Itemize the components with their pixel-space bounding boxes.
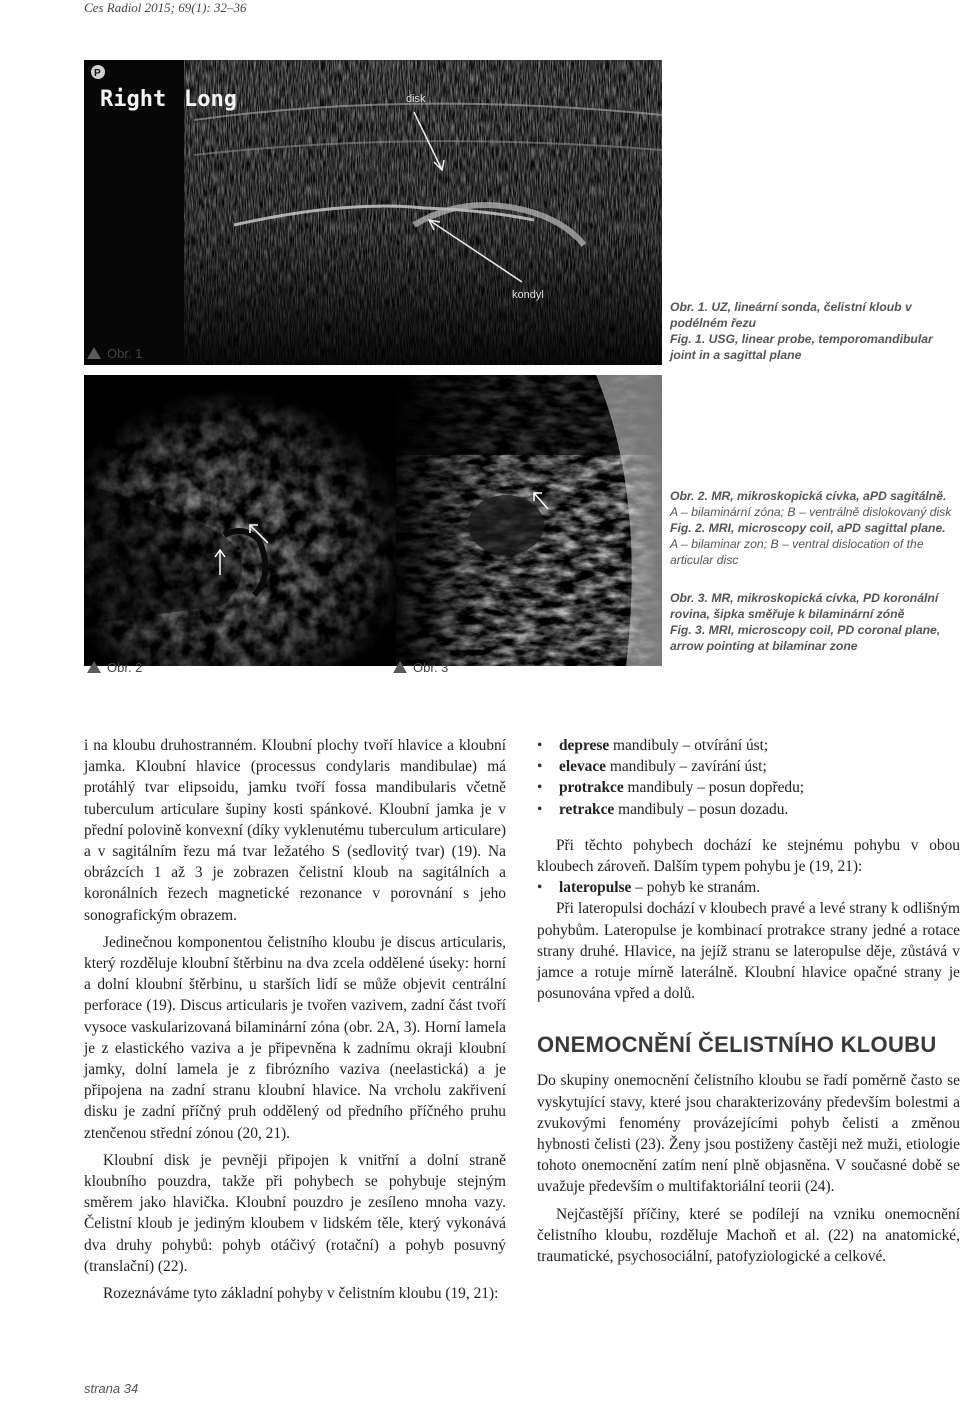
figure-1-caption-en: Fig. 1. USG, linear probe, temporomandibular joint in a sagittal plane	[670, 332, 933, 362]
figure-2-caption-cs: Obr. 2. MR, mikroskopická cívka, aPD sagitálně.	[670, 489, 947, 503]
list-item: • protrakce mandibuly – posun dopředu;	[537, 777, 960, 798]
list-item: • deprese mandibuly – otvírání úst;	[537, 735, 960, 756]
mri-sagittal-image	[84, 375, 412, 666]
paragraph: Jedinečnou komponentou čelistního kloubu je discus articularis, který rozděluje kloubní štěrbinu na dva zcela oddělené úseky: horní a dolní kloubní štěrbinu, u starších lidí se může objevit centrální perforace (19). Discus articularis je tvořen vazivem, zadní část tvoří vysoce vaskularizovaná bilaminární zóna (obr. 2A, 3). Horní lamela je z elastického vaziva a je připevněna k zadnímu okraji kloubní jamky, dolní lamela je z fibrózního vaziva (neelastická) a je připojena na zadní stranu kloubní hlavice. Na vrcholu zakřivení disku je zadní příčný pruh oddělený od předního příčného pruhu ztenčenou střední zónou (20, 21).	[84, 933, 506, 1142]
figure-2-caption-cs-detail: A – bilaminární zóna; B – ventrálně dislokovaný disk	[670, 505, 952, 519]
us-overlay-long: Long	[184, 87, 237, 112]
us-overlay-right: Right	[100, 87, 167, 112]
figure-3-caption-cs: Obr. 3. MR, mikroskopická cívka, PD koronální rovina, šipka směřuje k bilaminární zóně	[670, 591, 939, 621]
figure-2-label: Obr. 2	[87, 660, 142, 675]
list-item: • lateropulse – pohyb ke stranám.	[537, 877, 960, 898]
us-annotation-disk: disk	[406, 93, 426, 105]
figure-1-caption-cs: Obr. 1. UZ, lineární sonda, čelistní kloub v podélném řezu	[670, 300, 912, 330]
ultrasound-image	[84, 60, 662, 365]
figure-3-caption	[670, 590, 960, 654]
triangle-up-icon	[87, 661, 101, 673]
list-item: • retrakce mandibuly – posun dozadu.	[537, 799, 960, 820]
left-column	[84, 735, 506, 1304]
figure-3-label: Obr. 3	[393, 660, 448, 675]
running-head: Ces Radiol 2015; 69(1): 32–36	[84, 0, 247, 15]
triangle-up-icon	[393, 661, 407, 673]
figure-3-caption-en: Fig. 3. MRI, microscopy coil, PD coronal plane, arrow pointing at bilaminar zone	[670, 623, 941, 653]
paragraph: Nejčastější příčiny, které se podílejí na vzniku onemocnění čelistního kloubu, rozděluje Machoň et al. (22) na anatomické, traumatické, psychosociální, patofyziologické a celkové.	[537, 1205, 960, 1266]
figure-2-caption-en-detail: A – bilaminar zon; B – ventral dislocation of the articular disc	[670, 537, 924, 567]
paragraph: Kloubní disk je pevněji připojen k vnitřní a dolní straně kloubního pouzdra, takže při pohybech se pohybuje stejným směrem jako hlavička. Kloubní pouzdro je zesíleno mnoha vazy. Čelistní kloub je jediným kloubem v lidském těle, který vykonává dva druhy pohybů: pohyb otáčivý (rotační) a pohyb posuvný (translační) (22).	[84, 1151, 506, 1275]
paragraph: Při lateropulsi dochází v kloubech pravé a levé strany k odlišným pohybům. Lateropulse je kombinací protrakce strany jedné a rotace strany druhé. Hlavice, na jejíž stranu se lateropulse děje, zůstává v jamce a rotuje mírně laterálně. Kloubní hlavice opačné strany je posunována vpřed a dolů.	[537, 900, 960, 1003]
page-number: strana 34	[84, 1381, 139, 1396]
mri-coronal-image	[396, 375, 662, 666]
paragraph: Rozeznáváme tyto základní pohyby v čelistním kloubu (19, 21):	[103, 1285, 499, 1303]
us-overlay-p: P	[94, 68, 101, 79]
movement-list	[537, 735, 960, 820]
paragraph: i na kloubu druhostranném. Kloubní plochy tvoří hlavice a kloubní jamka. Kloubní hlavice (processus condylaris mandibulae) má protáhlý tvar elipsoidu, jamku tvoří fossa mandibularis včetně tuberculum articulare šupiny kosti spánkové. Kloubní jamka je v přední polovině konvexní (díky vyklenutému tuberculum articulare) a v sagitálním řezu má tvar ležatého S (sedlovitý tvar) (19). Na obrázcích 1 až 3 je zobrazen čelistní kloub na sagitálních a koronálních řezech magnetické rezonance v porovnání s jeho sonografickým obrazem.	[84, 737, 506, 924]
list-item: • elevace mandibuly – zavírání úst;	[537, 756, 960, 777]
section-heading: ONEMOCNĚNÍ ČELISTNÍHO KLOUBU	[537, 1032, 937, 1058]
right-column	[537, 735, 960, 1267]
figure-1-label: Obr. 1	[87, 346, 142, 361]
lateropulse-list	[537, 877, 960, 898]
us-annotation-kondyl: kondyl	[512, 289, 544, 301]
triangle-up-icon	[87, 347, 101, 359]
paragraph: Při těchto pohybech dochází ke stejnému pohybu v obou kloubech zároveň. Dalším typem pohybu je (19, 21):	[537, 836, 960, 876]
figure-2-caption	[670, 488, 960, 568]
figure-2-caption-en: Fig. 2. MRI, microscopy coil, aPD sagittal plane.	[670, 521, 946, 535]
figure-1-caption	[670, 299, 960, 363]
paragraph: Do skupiny onemocnění čelistního kloubu se řadí poměrně často se vyskytující stavy, které jsou charakterizovány především bolestmi a zvukovými fenomény provázejícími pohyb čelisti a změnou hybnosti čelisti (23). Ženy jsou postiženy častěji než muži, etiologie tohoto onemocnění zatím není plně objasněna. V současné době se uvažuje především o multifaktoriální teorii (24).	[537, 1072, 960, 1196]
